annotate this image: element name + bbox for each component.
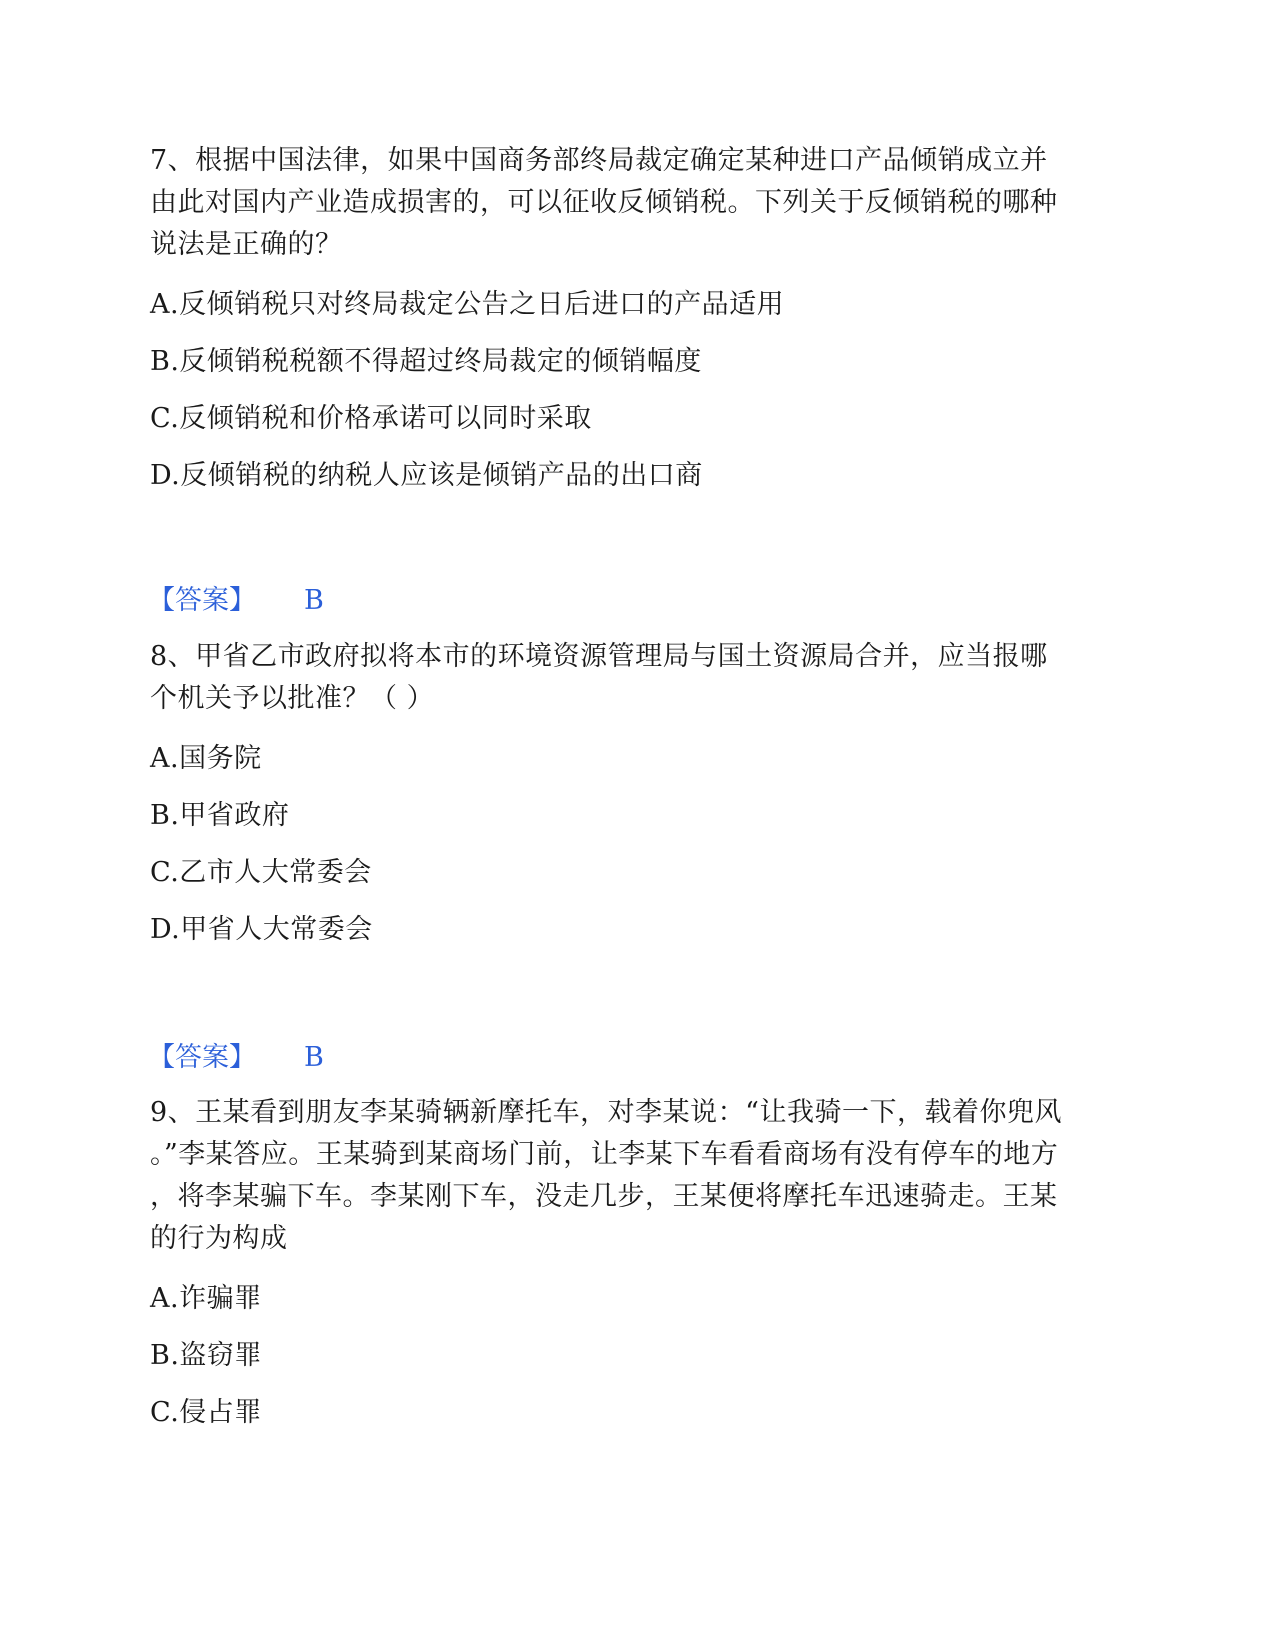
option-d: D.反倾销税的纳税人应该是倾销产品的出口商 [150, 460, 703, 491]
answer-7 [148, 583, 324, 619]
option-list [150, 287, 1110, 494]
answer-8 [148, 1040, 324, 1076]
question-9 [150, 1092, 1110, 1431]
answer-value: B [304, 1042, 324, 1073]
option-a: A.国务院 [150, 743, 262, 774]
question-stem [150, 1092, 1110, 1260]
stem-line: 。”李某答应。王某骑到某商场门前，让李某下车看看商场有没有停车的地方 [150, 1139, 1059, 1170]
option-b: B.甲省政府 [150, 800, 290, 831]
option-a: A.诈骗罪 [150, 1283, 262, 1314]
question-7 [150, 140, 1110, 494]
stem-line: 的行为构成 [150, 1223, 288, 1254]
stem-line: 个机关予以批准？（ ） [150, 683, 435, 714]
stem-line: 说法是正确的？ [150, 229, 343, 260]
question-8 [150, 636, 1110, 948]
option-c: C.乙市人大常委会 [150, 857, 372, 888]
option-list [150, 1281, 1110, 1431]
option-c: C.侵占罪 [150, 1397, 262, 1428]
option-c: C.反倾销税和价格承诺可以同时采取 [150, 403, 592, 434]
answer-value: B [304, 585, 324, 616]
answer-label: 【答案】 [148, 585, 256, 616]
option-b: B.盗窃罪 [150, 1340, 262, 1371]
option-b: B.反倾销税税额不得超过终局裁定的倾销幅度 [150, 346, 702, 377]
answer-label: 【答案】 [148, 1042, 256, 1073]
option-list [150, 741, 1110, 948]
stem-line: ，将李某骗下车。李某刚下车，没走几步，王某便将摩托车迅速骑走。王某 [150, 1181, 1058, 1212]
option-a: A.反倾销税只对终局裁定公告之日后进口的产品适用 [150, 289, 785, 320]
stem-line: 9、王某看到朋友李某骑辆新摩托车，对李某说：“让我骑一下，载着你兜风 [150, 1097, 1062, 1128]
question-stem [150, 636, 1110, 720]
stem-line: 8、甲省乙市政府拟将本市的环境资源管理局与国土资源局合并，应当报哪 [150, 641, 1048, 672]
stem-line: 由此对国内产业造成损害的，可以征收反倾销税。下列关于反倾销税的哪种 [150, 187, 1058, 218]
option-d: D.甲省人大常委会 [150, 914, 373, 945]
stem-line: 7、根据中国法律，如果中国商务部终局裁定确定某种进口产品倾销成立并 [150, 145, 1048, 176]
question-stem [150, 140, 1110, 266]
